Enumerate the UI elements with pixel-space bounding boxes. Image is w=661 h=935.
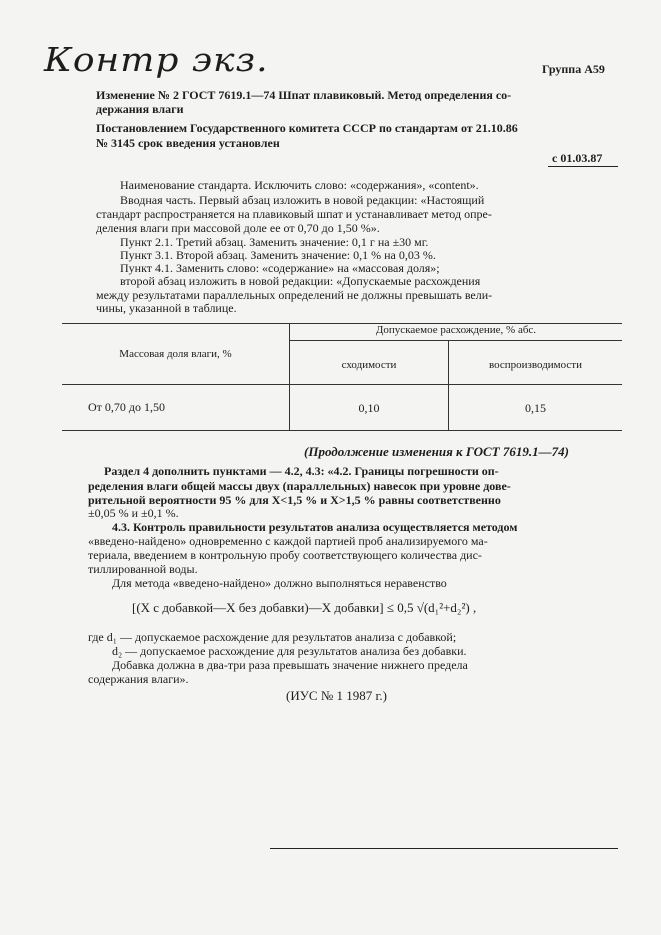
decree-line2: № 3145 срок введения установлен [96, 136, 280, 150]
handwritten-note: Контр экз. [44, 42, 269, 79]
body-line: Пункт 4.1. Заменить слово: «содержание» на «массовая доля»; [120, 261, 440, 275]
bottom-rule [270, 848, 618, 849]
body-line: между результатами параллельных определений не должны превышать вели- [96, 288, 493, 302]
section4-line: Раздел 4 дополнить пунктами — 4.2, 4.3: «4.2. Границы погрешности оп- [104, 464, 499, 478]
table-cell-reproducibility: 0,15 [525, 401, 546, 415]
section4-line: «введено-найдено» одновременно с каждой партией проб анализируемого ма- [88, 534, 488, 548]
table-bottom-rule [62, 430, 622, 431]
section4-line: рительной вероятности 95 % для X<1,5 % и X>1,5 % равны соответственно [88, 493, 501, 507]
table-header-divider [290, 340, 622, 341]
group-label: Группа А59 [542, 62, 605, 76]
body-line: стандарт распространяется на плавиковый шпат и устанавливает метод опре- [96, 207, 492, 221]
body-line: Наименование стандарта. Исключить слово: «содержания», «content». [120, 178, 479, 192]
table-header-convergence: сходимости [341, 359, 397, 371]
decree-line1: Постановлением Государственного комитета СССР по стандартам от 21.10.86 [96, 121, 518, 135]
effective-date-underline [548, 166, 618, 167]
body-line: деления влаги при массовой доле ее от 0,70 до 1,50 %». [96, 221, 380, 235]
where-line: где d₁ — допускаемое расхождение для результатов анализа с добавкой; [88, 630, 457, 644]
table-header-allowed-divergence: Допускаемое расхождение, % абс. [375, 324, 537, 336]
where-line: содержания влаги». [88, 672, 189, 686]
body-line: чины, указанной в таблице. [96, 301, 237, 315]
section4-line: териала, введением в контрольную пробу соответствующего количества дис- [88, 548, 482, 562]
where-line: d₂ — допускаемое расхождение для результатов анализа без добавки. [112, 644, 467, 658]
amendment-title-line1: Изменение № 2 ГОСТ 7619.1—74 Шпат плавиковый. Метод определения со- [96, 88, 512, 102]
body-line: второй абзац изложить в новой редакции: «Допускаемые расхождения [120, 274, 481, 288]
body-line: Пункт 2.1. Третий абзац. Заменить значение: 0,1 г на ±30 мг. [120, 235, 429, 249]
section4-line: Для метода «введено-найдено» должно выполняться неравенство [112, 576, 447, 590]
table-vline-2 [448, 340, 449, 430]
amendment-title-line2: держания влаги [96, 102, 184, 116]
table-body-rule [62, 384, 622, 385]
body-line: Пункт 3.1. Второй абзац. Заменить значение: 0,1 % на 0,03 %. [120, 248, 436, 262]
section4-line: ±0,05 % и ±0,1 %. [88, 506, 179, 520]
section4-line: 4.3. Контроль правильности результатов анализа осуществляется методом [112, 520, 518, 534]
effective-date: с 01.03.87 [552, 151, 603, 165]
body-line: Вводная часть. Первый абзац изложить в новой редакции: «Настоящий [120, 193, 485, 207]
table-cell-convergence: 0,10 [358, 401, 380, 415]
table-header-mass-fraction: Массовая доля влаги, % [119, 348, 232, 360]
inequality-formula: [(X с добавкой—X без добавки)—X добавки] ≤ 0,5 √(d₁²+d₂²) , [132, 600, 477, 615]
table-cell-range: От 0,70 до 1,50 [88, 400, 166, 414]
source-reference: (ИУС № 1 1987 г.) [286, 688, 387, 703]
continuation-heading: (Продолжение изменения к ГОСТ 7619.1—74) [304, 444, 569, 459]
section4-line: тиллированной воды. [88, 562, 198, 576]
section4-line: ределения влаги общей массы двух (параллельных) навесок при уровне дове- [88, 479, 511, 493]
where-line: Добавка должна в два-три раза превышать значение нижнего предела [112, 658, 468, 672]
table-header-reproducibility: воспроизводимости [489, 359, 582, 371]
